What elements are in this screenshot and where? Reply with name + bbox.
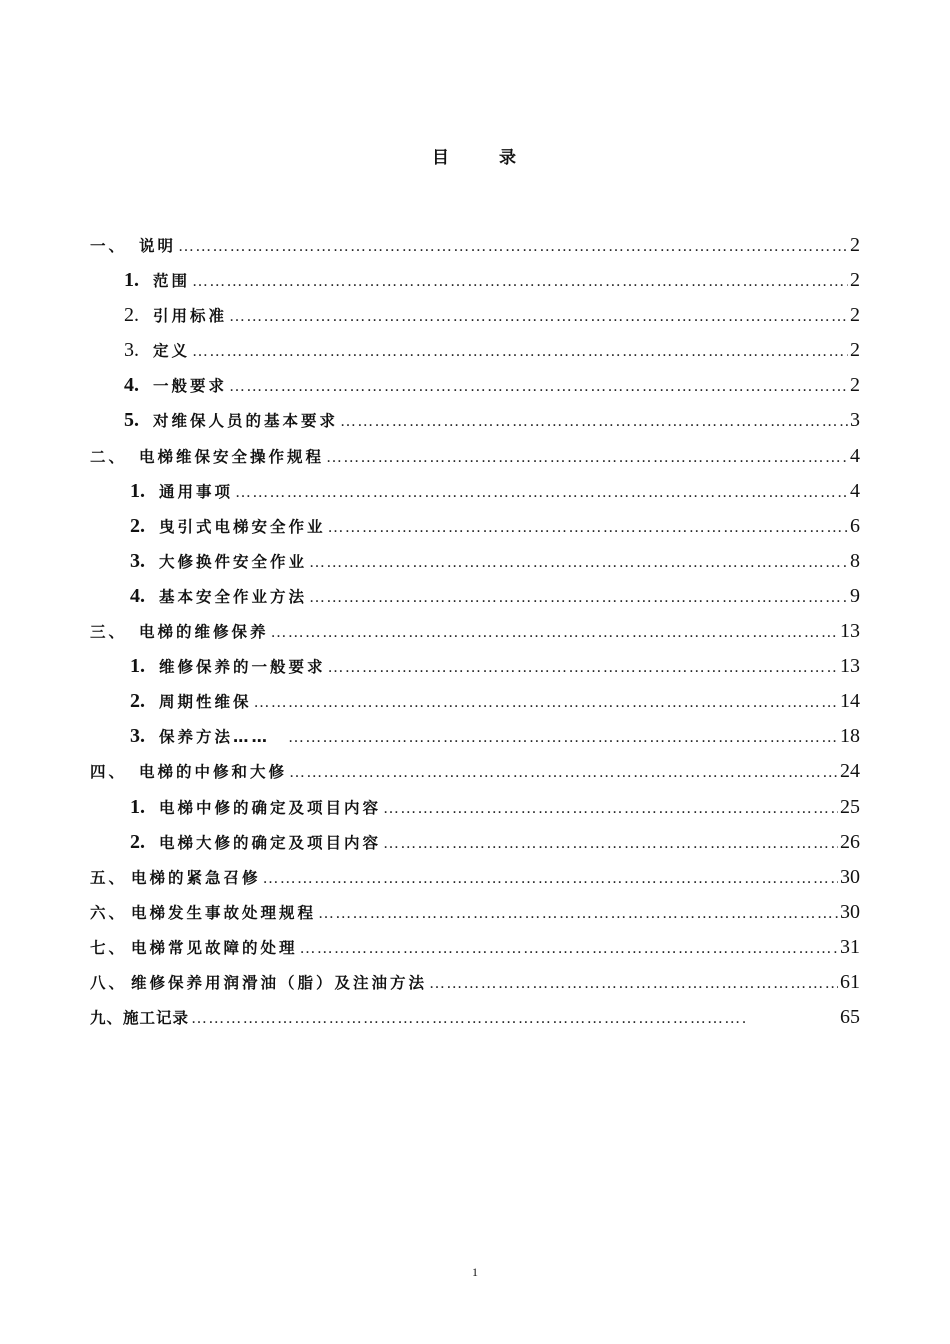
toc-entry-page: 26: [840, 830, 860, 853]
toc-entry-1-5[interactable]: [90, 409, 860, 444]
toc-entry-page: 2: [850, 339, 860, 362]
toc-leader-dots: [289, 764, 838, 782]
toc-leader-dots: [191, 1010, 746, 1028]
toc-entry-label: 曳引式电梯安全作业: [159, 517, 326, 536]
toc-entry-number: 2.: [130, 514, 145, 537]
toc-entry-number: 二、: [90, 447, 128, 466]
toc-entry-2-3[interactable]: [90, 550, 860, 585]
toc-entry-number: 4.: [124, 374, 139, 397]
toc-leader-dots: [229, 378, 848, 396]
toc-entry-page: 24: [840, 760, 860, 783]
toc-leader-dots: [192, 273, 848, 291]
toc-leader-dots: [429, 975, 838, 993]
toc-entry-9[interactable]: [90, 1006, 860, 1041]
toc-leader-dots: [192, 343, 848, 361]
toc-entry-number: 1.: [130, 655, 145, 678]
toc-entry-page: 4: [850, 479, 860, 502]
toc-entry-number: 六、: [90, 903, 128, 922]
toc-entry-page: 3: [850, 409, 860, 432]
toc-leader-dots: [254, 694, 838, 712]
toc-leader-dots: [309, 554, 848, 572]
toc-entry-3-3[interactable]: [90, 725, 860, 760]
toc-entry-3[interactable]: [90, 620, 860, 655]
toc-entry-label: 保养方法……: [159, 728, 271, 747]
toc-entry-label: 通用事项: [159, 482, 234, 501]
toc-entry-label: 周期性维保: [159, 693, 252, 712]
toc-entry-page: 2: [850, 304, 860, 327]
toc-entry-label: 维修保养用润滑油（脂）及注油方法: [131, 973, 428, 992]
toc-leader-dots: [318, 905, 838, 923]
toc-entry-page: 13: [840, 620, 860, 643]
toc-entry-7[interactable]: [90, 936, 860, 971]
toc-entry-number: 5.: [124, 409, 139, 432]
toc-entry-2-4[interactable]: [90, 585, 860, 620]
toc-entry-5[interactable]: [90, 866, 860, 901]
toc-entry-page: 13: [840, 655, 860, 678]
toc-leader-dots: [235, 484, 848, 502]
toc-leader-dots: [326, 449, 848, 467]
toc-entry-label: 施工记录: [123, 1009, 190, 1028]
toc-leader-dots: [328, 659, 838, 677]
toc-entry-page: 6: [850, 514, 860, 537]
toc-entry-page: 4: [850, 444, 860, 467]
toc-entry-number: 九、: [90, 1009, 124, 1028]
toc-entry-6[interactable]: [90, 901, 860, 936]
toc-leader-dots: [328, 519, 848, 537]
toc-entry-label: 电梯维保安全操作规程: [139, 447, 325, 466]
toc-entry-8[interactable]: [90, 971, 860, 1006]
toc-entry-label: 电梯中修的确定及项目内容: [159, 798, 382, 817]
toc-entry-label: 定义: [153, 342, 191, 361]
toc-entry-label: 引用标准: [153, 307, 228, 326]
toc-entry-3-2[interactable]: [90, 690, 860, 725]
toc-entry-1-3[interactable]: [90, 339, 860, 374]
toc-entry-label: 一般要求: [153, 377, 228, 396]
toc-leader-dots: [229, 308, 848, 326]
toc-entry-number: 4.: [130, 584, 145, 607]
toc-entry-3-1[interactable]: [90, 655, 860, 690]
toc-leader-dots: [288, 729, 838, 747]
toc-entry-number: 三、: [90, 623, 128, 642]
footer-page-number: 1: [472, 1265, 478, 1279]
toc-entry-1-1[interactable]: [90, 269, 860, 304]
toc-entry-page: 2: [850, 234, 860, 256]
toc-entry-page: 30: [840, 865, 860, 888]
toc-entry-number: 一、: [90, 237, 128, 255]
toc-leader-dots: [178, 238, 848, 256]
toc-entry-4-1[interactable]: [90, 796, 860, 831]
toc-entry-label: 说明: [139, 237, 177, 255]
toc-entry-number: 3.: [130, 725, 145, 748]
toc-entry-label: 电梯常见故障的处理: [131, 938, 298, 957]
toc-entry-4-2[interactable]: [90, 831, 860, 866]
toc-entry-1-2[interactable]: [90, 304, 860, 339]
toc-entry-4[interactable]: [90, 760, 860, 795]
toc-entry-number: 3.: [124, 339, 139, 362]
toc-entry-page: 8: [850, 549, 860, 572]
toc-entry-page: 14: [840, 690, 860, 713]
toc-entry-label: 大修换件安全作业: [159, 552, 308, 571]
toc-leader-dots: [263, 870, 838, 888]
toc-leader-dots: [271, 624, 838, 642]
toc-entry-1[interactable]: [90, 234, 860, 269]
page-title-second-char: 录: [499, 148, 518, 168]
toc-entry-number: 1.: [130, 479, 145, 502]
toc-entry-number: 3.: [130, 549, 145, 572]
toc-entry-label: 对维保人员的基本要求: [153, 412, 339, 431]
toc-entry-2-2[interactable]: [90, 515, 860, 550]
toc-entry-page: 9: [850, 584, 860, 607]
toc-entry-1-4[interactable]: [90, 374, 860, 409]
toc-entry-label: 电梯的紧急召修: [131, 868, 261, 887]
toc-leader-dots: [300, 940, 838, 958]
toc-entry-2-1[interactable]: [90, 480, 860, 515]
toc-entry-page: 18: [840, 725, 860, 748]
toc-entry-label: 维修保养的一般要求: [159, 658, 326, 677]
toc-entry-page: 30: [840, 900, 860, 923]
toc-entry-label: 电梯发生事故处理规程: [131, 903, 317, 922]
toc-entry-label: 电梯的维修保养: [139, 623, 269, 642]
toc-leader-dots: [383, 800, 838, 818]
toc-leader-dots: [340, 413, 848, 431]
toc-entry-number: 1.: [124, 269, 139, 292]
toc-entry-number: 2.: [130, 830, 145, 853]
toc-entry-2[interactable]: [90, 445, 860, 480]
table-of-contents: [90, 234, 860, 1041]
toc-entry-number: 2.: [124, 304, 139, 327]
toc-entry-page: 61: [840, 970, 860, 993]
toc-entry-number: 五、: [90, 868, 128, 887]
toc-leader-dots: [383, 835, 838, 853]
page-title-first-char: 目: [432, 148, 451, 168]
toc-entry-label: 范围: [153, 272, 191, 291]
toc-entry-number: 七、: [90, 938, 128, 957]
toc-entry-number: 2.: [130, 690, 145, 713]
toc-entry-number: 八、: [90, 973, 128, 992]
toc-entry-page: 65: [840, 1006, 860, 1029]
page-title: [0, 146, 950, 170]
toc-entry-page: 31: [840, 935, 860, 958]
toc-entry-page: 2: [850, 269, 860, 292]
toc-entry-number: 1.: [130, 795, 145, 818]
toc-entry-label: 电梯大修的确定及项目内容: [159, 833, 382, 852]
toc-entry-page: 2: [850, 374, 860, 397]
toc-entry-label: 基本安全作业方法: [159, 587, 308, 606]
toc-entry-page: 25: [840, 795, 860, 818]
toc-leader-dots: [309, 589, 848, 607]
toc-entry-number: 四、: [90, 763, 128, 782]
toc-entry-label: 电梯的中修和大修: [139, 763, 288, 782]
